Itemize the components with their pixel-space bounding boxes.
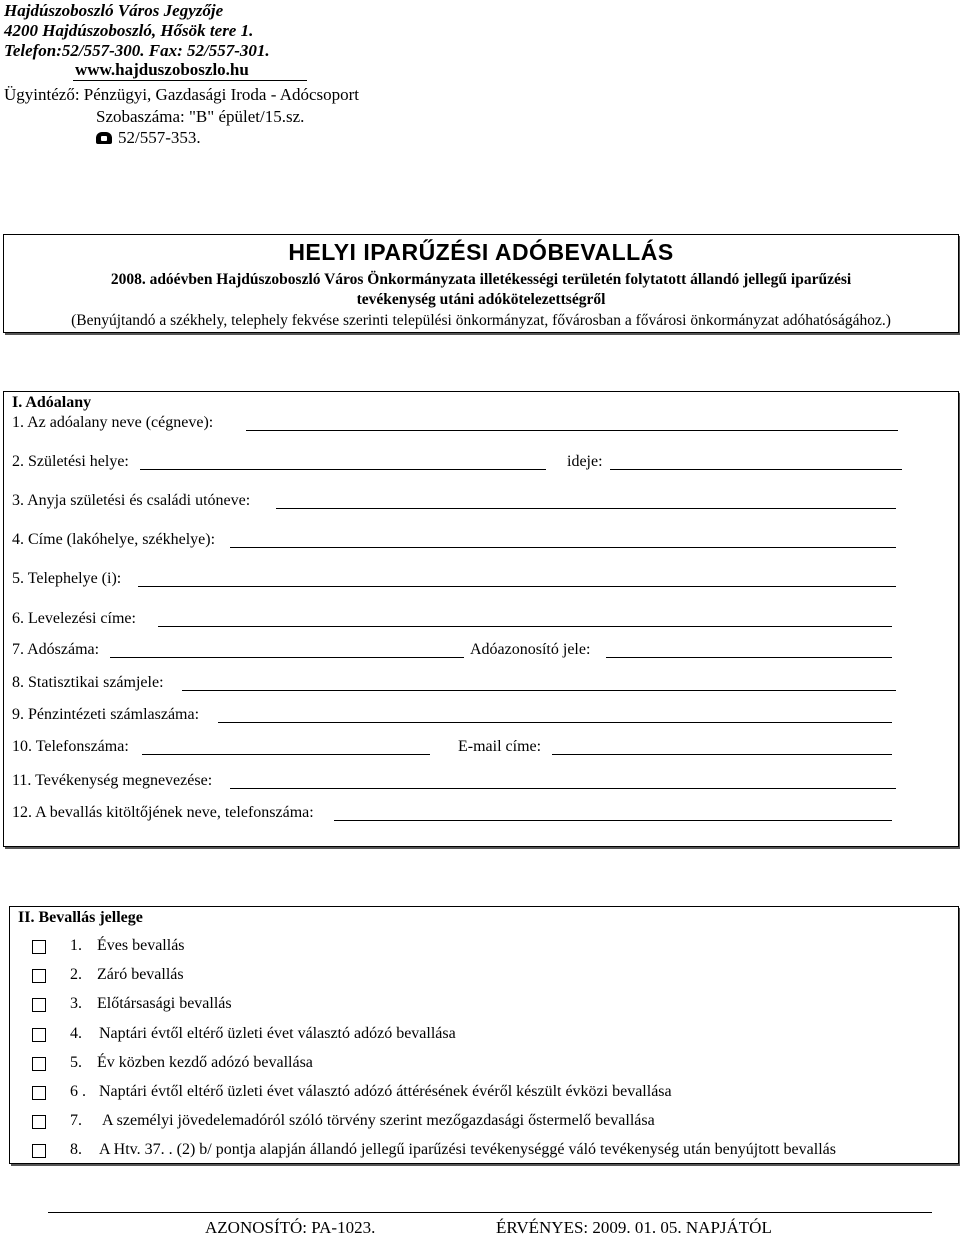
header-office: Hajdúszoboszló Város Jegyzője [4,1,224,20]
field-label-mother-name: 3. Anyja születési és családi utóneve: [12,492,251,509]
field-premises-line[interactable] [138,586,896,587]
field-tax-id-line[interactable] [606,657,892,658]
option-number: 8. [70,1141,82,1158]
page-title: HELYI IPARŰZÉSI ADÓBEVALLÁS [288,239,674,265]
field-label-address: 4. Címe (lakóhelye, székhelye): [12,531,216,548]
field-filler-line[interactable] [334,820,892,821]
field-bank-account-line[interactable] [218,722,892,723]
title-box [3,234,959,333]
field-phone-line[interactable] [142,754,430,755]
header-website-link[interactable]: www.hajduszoboszlo.hu [73,60,307,81]
footer-form-id: AZONOSÍTÓ: PA-1023. [205,1218,376,1237]
checkbox[interactable] [32,1115,46,1129]
section-return-type [9,906,959,1164]
checkbox[interactable] [32,1086,46,1100]
field-label-activity: 11. Tevékenység megnevezése: [12,772,213,789]
option-label: Naptári évtől eltérő üzleti évet választó adózó áttérésének évéről készült évközi bevallása [99,1083,672,1100]
field-label-statistical-code: 8. Statisztikai számjele: [12,674,164,691]
option-number: 5. [70,1054,82,1071]
field-label-phone: 10. Telefonszáma: [12,738,129,755]
checkbox[interactable] [32,1144,46,1158]
option-number: 3. [70,995,82,1012]
option-number: 2. [70,966,82,983]
field-label-bank-account: 9. Pénzintézeti számlaszáma: [12,706,200,723]
field-label-mailing-address: 6. Levelezési címe: [12,610,136,627]
field-label-birthdate: ideje: [567,453,603,470]
field-label-birthplace: 2. Születési helye: [12,453,129,470]
checkbox[interactable] [32,969,46,983]
field-tax-number-line[interactable] [110,657,464,658]
option-number: 1. [70,937,82,954]
option-label: Előtársasági bevallás [97,995,232,1012]
field-label-filler: 12. A bevallás kitöltőjének neve, telefonszáma: [12,804,314,821]
section-taxpayer [3,391,959,847]
field-email-line[interactable] [552,754,892,755]
option-label: Naptári évtől eltérő üzleti évet választó adózó bevallása [99,1025,456,1042]
title-subtitle-2: tevékenység utáni adókötelezettségről [356,291,606,308]
section-taxpayer-title: I. Adóalany [12,394,92,411]
field-label-email: E-mail címe: [458,738,542,755]
option-label: Záró bevallás [97,966,184,983]
option-label: A Htv. 37. . (2) b/ pontja alapján állandó jellegű iparűzési tevékenységgé váló tevékenység után benyújtott bevallás [99,1141,836,1158]
checkbox[interactable] [32,1028,46,1042]
header-direct-phone-number: 52/557-353. [118,128,201,147]
header-case-officer: Ügyintéző: Pénzügyi, Gazdasági Iroda - Adócsoport [4,85,360,104]
header-direct-phone [96,127,201,148]
header-phone-fax: Telefon:52/557-300. Fax: 52/557-301. [4,41,270,60]
option-number: 7. [70,1112,82,1129]
footer-valid-from: ÉRVÉNYES: 2009. 01. 05. NAPJÁTÓL [496,1218,772,1237]
field-statistical-code-line[interactable] [182,690,896,691]
field-address-line[interactable] [230,547,896,548]
field-birthplace-line[interactable] [140,469,546,470]
checkbox[interactable] [32,998,46,1012]
option-number: 6 . [70,1083,86,1100]
field-mother-name-line[interactable] [276,508,896,509]
footer-divider [48,1212,932,1213]
field-label-name: 1. Az adóalany neve (cégneve): [12,414,214,431]
option-label: A személyi jövedelemadóról szóló törvény szerint mezőgazdasági őstermelő bevallása [102,1112,655,1129]
header-room: Szobaszáma: "B" épület/15.sz. [96,107,305,126]
option-label: Év közben kezdő adózó bevallása [97,1054,313,1071]
field-activity-line[interactable] [230,788,896,789]
checkbox[interactable] [32,1057,46,1071]
option-number: 4. [70,1025,82,1042]
header-address: 4200 Hajdúszoboszló, Hősök tere 1. [4,21,254,40]
field-mailing-address-line[interactable] [158,626,892,627]
telephone-icon [96,132,112,144]
field-birthdate-line[interactable] [610,469,902,470]
checkbox[interactable] [32,940,46,954]
section-return-type-title: II. Bevallás jellege [18,909,143,926]
title-instruction: (Benyújtandó a székhely, telephely fekvése szerinti települési önkormányzat, fővárosban a fővárosi önkormányzat adóhatóságához.) [71,312,891,329]
title-subtitle-1: 2008. adóévben Hajdúszoboszló Város Önkormányzata illetékességi területén folytatott állandó jellegű iparűzési [110,271,852,288]
field-label-tax-number: 7. Adószáma: [12,641,100,658]
field-name-line[interactable] [246,430,898,431]
option-label: Éves bevallás [97,937,185,954]
field-label-premises: 5. Telephelye (i): [12,570,122,587]
field-label-tax-id: Adóazonosító jele: [470,641,591,658]
